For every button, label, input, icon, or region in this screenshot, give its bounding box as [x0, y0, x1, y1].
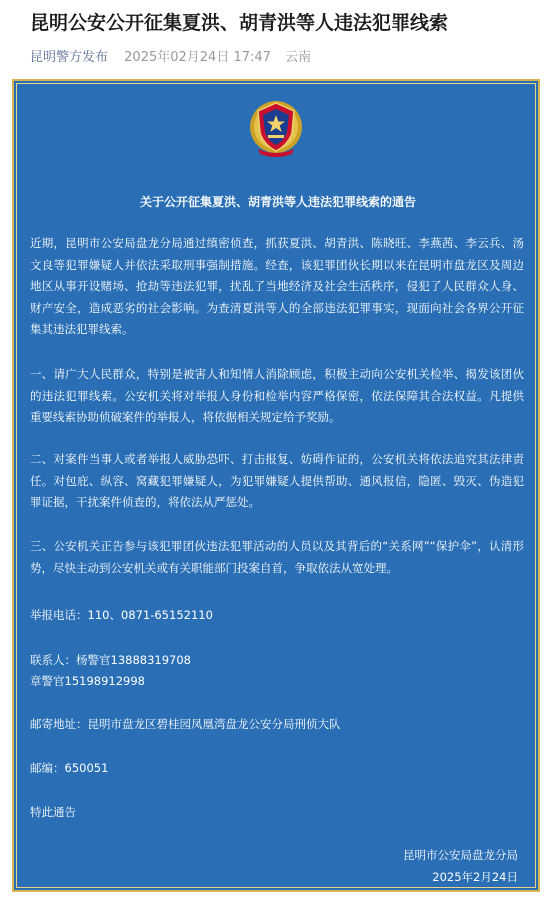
notice-contact-1: 联系人：杨警官13888319708 [30, 653, 191, 667]
article-location: 云南 [285, 50, 312, 65]
notice-item-2: 二、对案件当事人或者举报人威胁恐吓、打击报复、妨碍作证的，公安机关将依法追究其法律责任。对包庇、纵容、窝藏犯罪嫌疑人，为犯罪嫌疑人提供帮助、通风报信，隐匿、毁灭、伪造犯罪证据，干扰案件侦查的，将依法从严惩处。 [30, 452, 524, 509]
article-date: 2025年02月24日 17:47 [124, 50, 271, 65]
notice-sign-date: 2025年2月24日 [432, 870, 518, 884]
notice-contact-2: 章警官15198912998 [30, 674, 145, 688]
article-source-link[interactable]: 昆明警方发布 [30, 50, 109, 65]
notice-postcode: 邮编：650051 [30, 761, 109, 775]
notice-heading: 关于公开征集夏洪、胡青洪等人违法犯罪线索的通告 [139, 195, 416, 209]
notice-hotline: 举报电话：110、0871-65152110 [30, 608, 213, 622]
notice-item-1: 一、请广大人民群众，特别是被害人和知情人消除顾虑，积极主动向公安机关检举、揭发该团伙的违法犯罪线索。公安机关将对举报人身份和检举内容严格保密，依法保障其合法权益。凡提供重要线索协助侦破案件的举报人，将依据相关规定给予奖励。 [30, 367, 524, 424]
notice-image [12, 79, 540, 892]
notice-signer: 昆明市公安局盘龙分局 [403, 848, 518, 862]
notice-intro-paragraph: 近期，昆明市公安局盘龙分局通过缜密侦查，抓获夏洪、胡青洪、陈晓旺、李燕茜、李云兵、汤文良等犯罪嫌疑人并依法采取刑事强制措施。经查，该犯罪团伙长期以来在昆明市盘龙区及周边地区从事开设赌场、抢劫等违法犯罪，扰乱了当地经济及社会生活秩序，侵犯了人民群众人身、财产安全，造成恶劣的社会影响。为查清夏洪等人的全部违法犯罪事实，现面向社会各界公开征集其违法犯罪线索。 [30, 236, 524, 336]
police-emblem-icon [246, 93, 306, 157]
notice-closing: 特此通告 [30, 805, 76, 819]
notice-address: 邮寄地址：昆明市盘龙区碧桂园凤凰湾盘龙公安分局刑侦大队 [30, 717, 341, 731]
article-meta [30, 49, 311, 67]
notice-item-3: 三、公安机关正告参与该犯罪团伙违法犯罪活动的人员以及其背后的“关系网”“保护伞”，认清形势，尽快主动到公安机关或有关职能部门投案自首，争取依法从宽处理。 [30, 539, 524, 575]
article-title: 昆明公安公开征集夏洪、胡青洪等人违法犯罪线索 [30, 12, 449, 34]
